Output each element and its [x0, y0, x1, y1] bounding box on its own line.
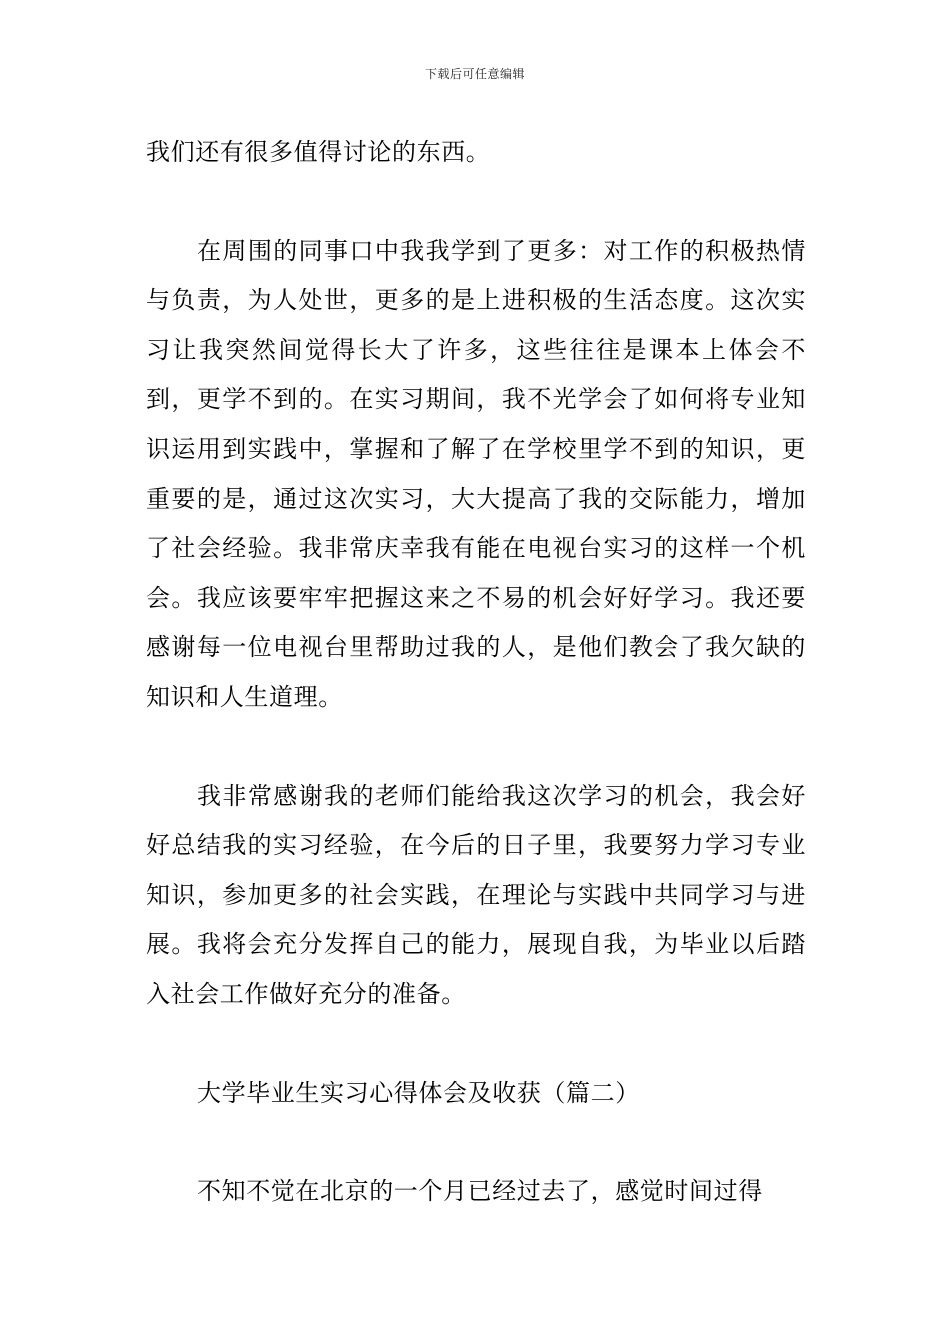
paragraph-colleagues: 在周围的同事口中我我学到了更多：对工作的积极热情与负责，为人处世，更多的是上进积极的生活态度。这次实习让我突然间觉得长大了许多，这些往往是课本上体会不到，更学不到的。在实习期间，我不光学会了如何将专业知识运用到实践中，掌握和了解了在学校里学不到的知识，更重要的是，通过这次实习，大大提高了我的交际能力，增加了社会经验。我非常庆幸我有能在电视台实习的这样一个机会。我应该要牢牢把握这来之不易的机会好好学习。我还要感谢每一位电视台里帮助过我的人，是他们教会了我欠缺的知识和人生道理。	[146, 236, 806, 711]
document-body	[146, 128, 806, 1217]
paragraph-beijing: 不知不觉在北京的一个月已经过去了，感觉时间过得	[197, 1177, 763, 1206]
paragraph-thanks: 我非常感谢我的老师们能给我这次学习的机会，我会好好总结我的实习经验，在今后的日子里，我要努力学习专业知识，参加更多的社会实践，在理论与实践中共同学习与进展。我将会充分发挥自己的能力，展现自我，为毕业以后踏入社会工作做好充分的准备。	[146, 781, 806, 1008]
section-heading: 大学毕业生实习心得体会及收获（篇二）	[197, 1078, 640, 1107]
page-header: 下载后可任意编辑	[424, 67, 525, 81]
paragraph-continuation: 我们还有很多值得讨论的东西。	[146, 138, 491, 166]
